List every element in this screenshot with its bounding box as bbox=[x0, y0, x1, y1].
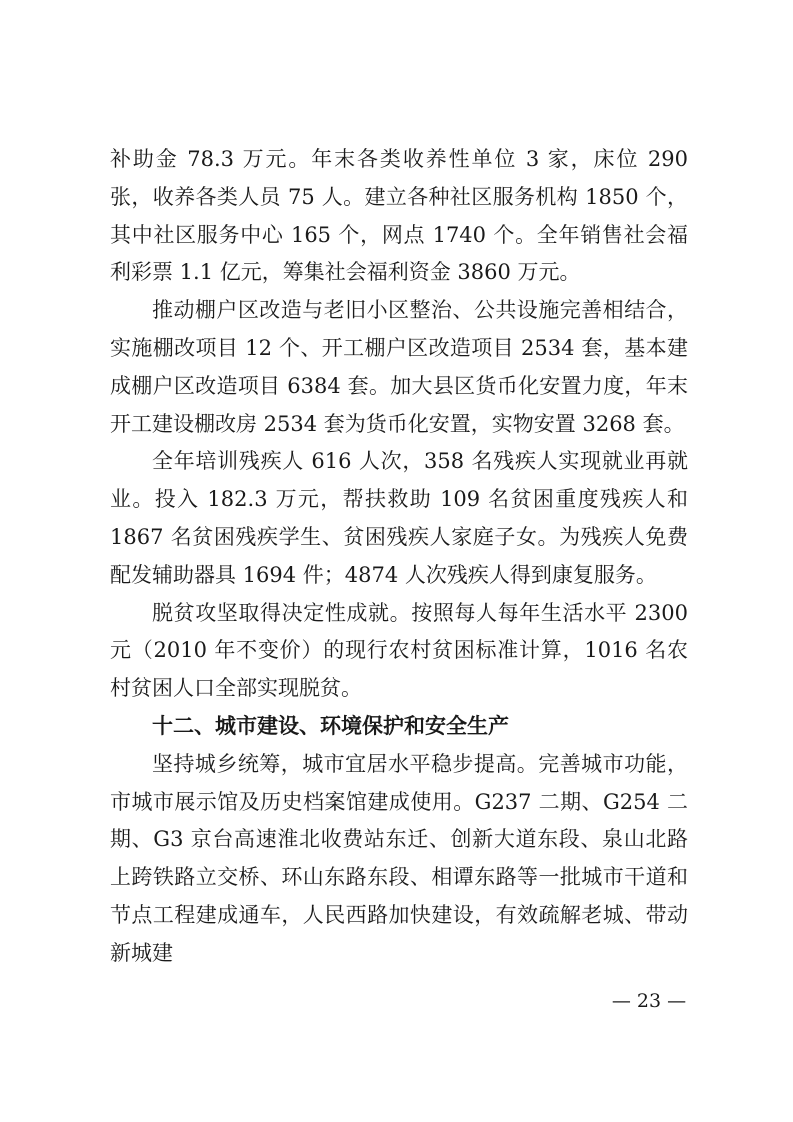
paragraph-welfare-continued: 补助金 78.3 万元。年末各类收养性单位 3 家，床位 290 张，收养各类人员 75 人。建立各种社区服务机构 1850 个，其中社区服务中心 165 个，网点 1740 个。全年销售社会福利彩票 1.1 亿元，筹集社会福利资金 3860 万元。 bbox=[110, 147, 688, 285]
paragraph-poverty-alleviation: 脱贫攻坚取得决定性成就。按照每人每年生活水平 2300 元（2010 年不变价）的现行农村贫困标准计算，1016 名农村贫困人口全部实现脱贫。 bbox=[110, 600, 688, 701]
page-number: — 23 — bbox=[611, 990, 687, 1012]
paragraph-urban-construction: 坚持城乡统筹，城市宜居水平稳步提高。完善城市功能，市城市展示馆及历史档案馆建成使用。G237 二期、G254 二期、G3 京台高速淮北收费站东迁、创新大道东段、泉山北路上跨铁路立交桥、环山东路东段、相谭东路等一批城市干道和节点工程建成通车，人民西路加快建设，有效疏解老城、带动新城建 bbox=[110, 751, 688, 965]
paragraph-disabled-support: 全年培训残疾人 616 人次，358 名残疾人实现就业再就业。投入 182.3 万元，帮扶救助 109 名贫困重度残疾人和 1867 名贫困残疾学生、贫困残疾人家庭子女。为残疾人免费配发辅助器具 1694 件；4874 人次残疾人得到康复服务。 bbox=[110, 449, 688, 587]
section-heading: 十二、城市建设、环境保护和安全生产 bbox=[152, 713, 509, 738]
document-body bbox=[110, 141, 688, 973]
paragraph-shantytown-renovation: 推动棚户区改造与老旧小区整治、公共设施完善相结合，实施棚改项目 12 个、开工棚户区改造项目 2534 套，基本建成棚户区改造项目 6384 套。加大县区货币化安置力度，年末开工建设棚改房 2534 套为货币化安置，实物安置 3268 套。 bbox=[110, 298, 688, 436]
